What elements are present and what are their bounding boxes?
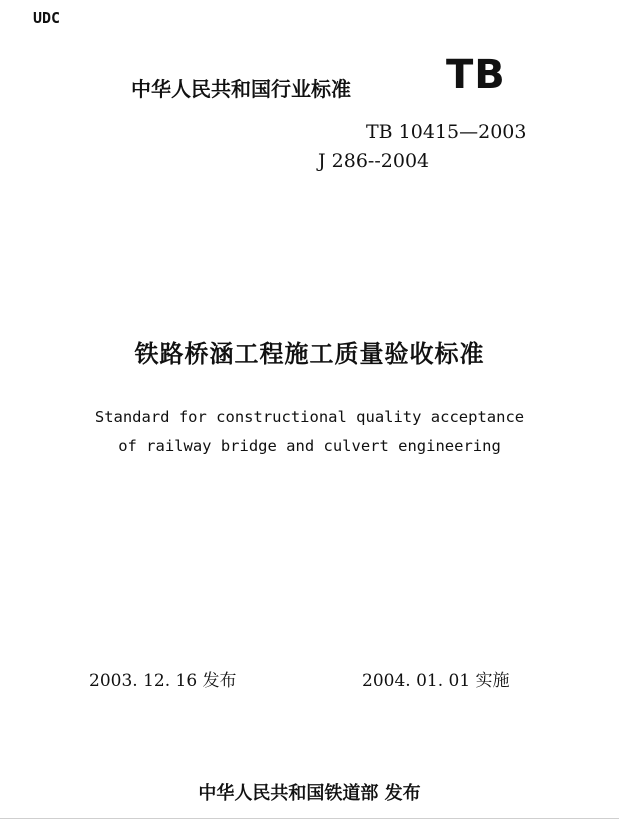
implementation-date: 2004. 01. 01 实施 (362, 671, 510, 691)
standard-mark-logo: TB (446, 52, 506, 98)
document-title-english-line1: Standard for constructional quality acceptance (94, 408, 525, 426)
standard-code: TB 10415—2003 (366, 121, 527, 143)
publisher: 中华人民共和国铁道部 发布 (198, 783, 421, 804)
record-code: J 286--2004 (318, 150, 430, 172)
document-title-english-line2: of railway bridge and culvert engineering (118, 437, 501, 455)
document-title-chinese: 铁路桥涵工程施工质量验收标准 (134, 340, 485, 368)
page-bottom-divider (0, 818, 619, 819)
issue-date: 2003. 12. 16 发布 (89, 671, 237, 691)
industry-standard-label: 中华人民共和国行业标准 (131, 77, 351, 101)
udc-label: UDC (33, 9, 61, 27)
